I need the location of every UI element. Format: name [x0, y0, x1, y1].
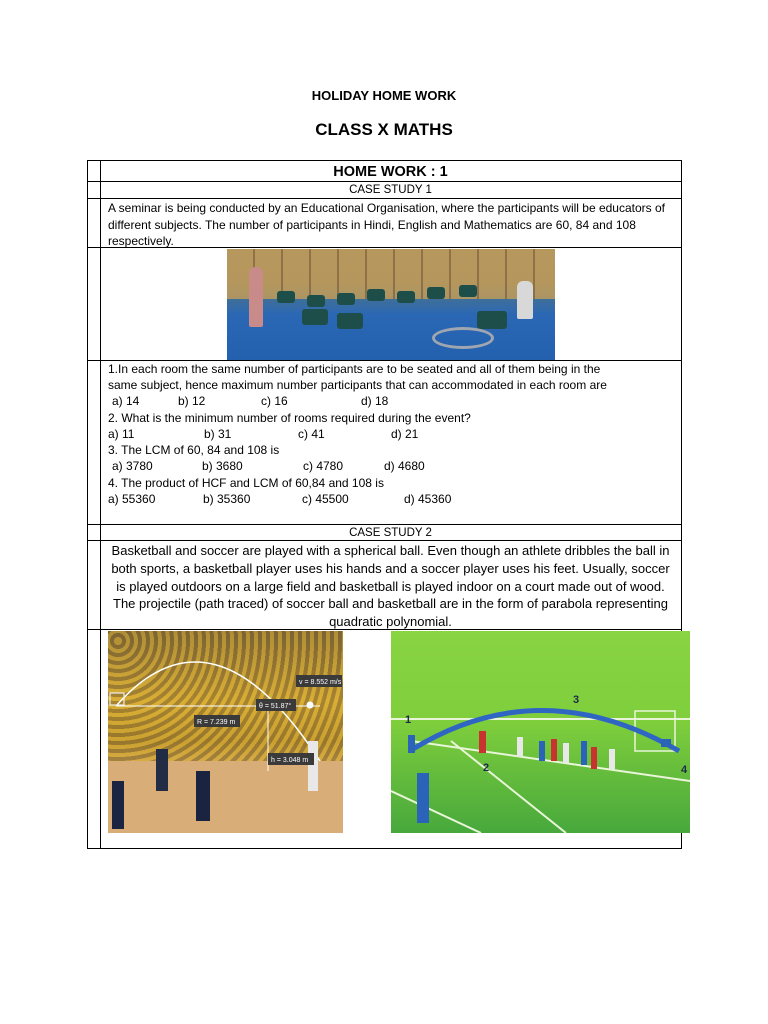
chair-shape: [459, 285, 477, 297]
question-1-option-a: a) 14: [112, 394, 140, 408]
label-velocity: v = 8.552 m/s: [299, 679, 342, 686]
question-4-option-b: b) 35360: [203, 492, 251, 506]
soccer-label-2: 2: [483, 762, 490, 774]
case-study-1-title: CASE STUDY 1: [349, 184, 432, 196]
chair-shape: [397, 291, 415, 303]
basketball-photo: [108, 631, 343, 833]
chair-shape: [337, 313, 363, 329]
soccer-label-1: 1: [405, 714, 412, 726]
participant-figure: [249, 267, 263, 327]
chair-shape: [427, 287, 445, 299]
soccer-players: [408, 731, 671, 823]
table-column-divider: [100, 161, 101, 848]
homework-table: [87, 160, 688, 849]
chair-shape: [477, 311, 507, 329]
chair-shape: [337, 293, 355, 305]
soccer-label-3: 3: [573, 694, 580, 706]
question-1-line-1: 1.In each room the same number of participants are to be seated and all of them being in the: [108, 362, 601, 376]
question-1-option-c: c) 16: [261, 394, 288, 408]
question-3-option-c: c) 4780: [303, 459, 344, 473]
table-row-divider: [88, 181, 681, 182]
question-2-line-1: 2. What is the minimum number of rooms required during the event?: [108, 411, 471, 425]
homework-title: HOME WORK : 1: [333, 164, 448, 180]
question-2-option-a: a) 11: [108, 427, 135, 441]
soccer-field-graphic: [391, 631, 690, 833]
question-1-option-b: b) 12: [178, 394, 206, 408]
ball-parabola: [116, 662, 320, 761]
question-3-line-1: 3. The LCM of 60, 84 and 108 is: [108, 443, 280, 457]
basketball-trajectory-graphic: [108, 631, 343, 833]
table-row-divider: [88, 524, 681, 525]
question-2-option-c: c) 41: [298, 427, 325, 441]
seminar-photo: [227, 249, 555, 360]
question-3-option-b: b) 3680: [202, 459, 243, 473]
round-table-shape: [432, 327, 494, 349]
label-range: R = 7.239 m: [197, 719, 236, 726]
seminar-wall: [227, 249, 555, 299]
question-3-option-d: d) 4680: [384, 459, 425, 473]
soccer-diagram: [391, 631, 690, 833]
question-4-option-a: a) 55360: [108, 492, 156, 506]
question-4-option-d: d) 45360: [404, 492, 452, 506]
chair-shape: [277, 291, 295, 303]
document-title: HOLIDAY HOME WORK: [311, 88, 457, 103]
field-lines: [391, 711, 690, 833]
case-study-2-text: Basketball and soccer are played with a spherical ball. Even though an athlete dribbles the ball in both sports, a basketball player uses his hands and a soccer player uses his feet. Usually, soccer is played outdoors on a large field and basketball is played indoor on a court made out of wood. The projectile (path traced) of soccer ball and basketball are in the form of parabola representing quadratic polynomial.: [111, 543, 670, 630]
chair-shape: [302, 309, 328, 325]
soccer-ball-parabola: [413, 710, 679, 751]
question-2-option-b: b) 31: [204, 427, 232, 441]
label-angle: θ = 51.87°: [259, 703, 292, 710]
question-2-option-d: d) 21: [391, 427, 419, 441]
document-subtitle: CLASS X MATHS: [315, 120, 453, 139]
chair-shape: [307, 295, 325, 307]
question-1-option-d: d) 18: [361, 394, 389, 408]
table-row-divider: [88, 198, 681, 199]
question-4-line-1: 4. The product of HCF and LCM of 60,84 and 108 is: [108, 476, 384, 490]
case-study-1-text: A seminar is being conducted by an Educational Organisation, where the participants will be educators of different subjects. The number of participants in Hindi, English and Mathematics are 60, 84 and 108 respectively.: [108, 201, 665, 248]
question-1-line-2: same subject, hence maximum number participants that can accommodated in each room are: [108, 378, 607, 392]
soccer-label-4: 4: [681, 764, 688, 776]
case-study-2-title: CASE STUDY 2: [349, 527, 432, 539]
participant-figure: [517, 281, 533, 319]
table-row-divider: [88, 540, 681, 541]
question-3-option-a: a) 3780: [112, 459, 153, 473]
ball-shape: [307, 702, 314, 709]
question-4-option-c: c) 45500: [302, 492, 349, 506]
label-height: h = 3.048 m: [271, 757, 309, 764]
chair-shape: [367, 289, 385, 301]
